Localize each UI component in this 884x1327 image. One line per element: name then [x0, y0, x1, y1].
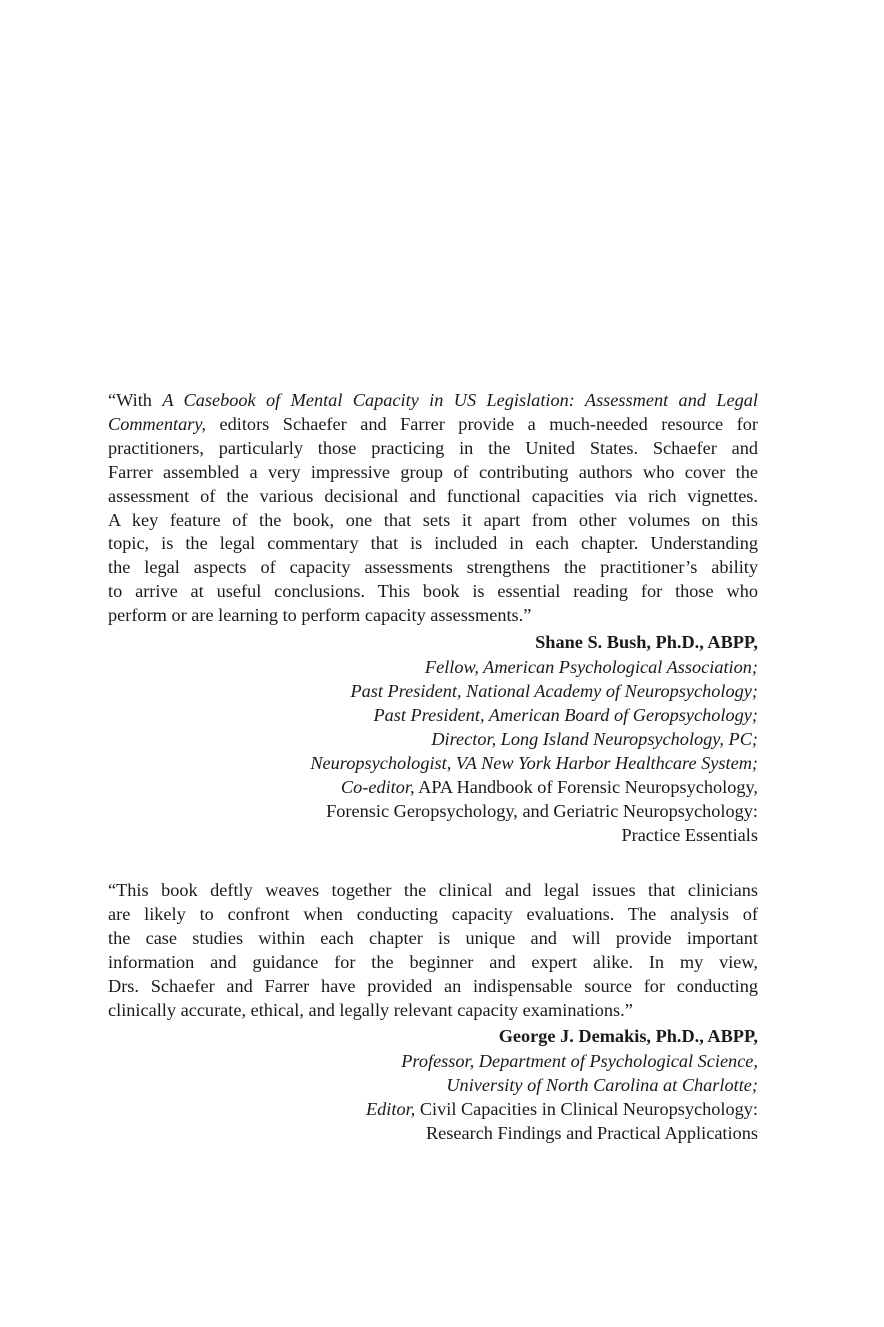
endorsement-bush [108, 389, 758, 847]
quote-line: to arrive at useful conclusions. This book is essential reading for those who [108, 581, 758, 602]
endorsement-attribution [108, 630, 758, 847]
affiliation-line: Practice Essentials [621, 825, 758, 846]
affiliation-line: Past President, National Academy of Neuropsychology; [350, 681, 758, 702]
quote-line: the case studies within each chapter is unique and will provide important [108, 927, 758, 948]
quote-line: assessment of the various decisional and functional capacities via rich vignettes. [108, 485, 758, 506]
endorsement-quote [108, 389, 758, 628]
quote-line: perform or are learning to perform capacity assessments.” [108, 605, 532, 626]
endorser-affiliations [108, 655, 758, 847]
affiliation-line: Editor, Civil Capacities in Clinical Neuropsychology: [366, 1099, 758, 1120]
quote-line: Farrer assembled a very impressive group of contributing authors who cover the [108, 461, 758, 482]
quote-line: “This book deftly weaves together the clinical and legal issues that clinicians [108, 880, 758, 900]
quote-line: practitioners, particularly those practicing in the United States. Schaefer and [108, 437, 758, 458]
endorser-name: Shane S. Bush, Ph.D., ABPP, [535, 632, 758, 653]
affiliation-line: Neuropsychologist, VA New York Harbor Healthcare System; [310, 753, 758, 774]
quote-line: A key feature of the book, one that sets it apart from other volumes on this [108, 509, 758, 530]
affiliation-line: Forensic Geropsychology, and Geriatric Neuropsychology: [326, 801, 758, 822]
quote-line: are likely to confront when conducting capacity evaluations. The analysis of [108, 903, 758, 924]
endorser-name: George J. Demakis, Ph.D., ABPP, [498, 1026, 758, 1047]
quote-line: the legal aspects of capacity assessments strengthens the practitioner’s ability [108, 557, 758, 578]
endorser-affiliations [108, 1049, 758, 1145]
quote-line: Commentary, editors Schaefer and Farrer provide a much-needed resource for [108, 413, 758, 434]
quote-line: clinically accurate, ethical, and legally relevant capacity examinations.” [108, 999, 633, 1020]
quote-line: information and guidance for the beginner and expert alike. In my view, [108, 951, 758, 972]
endorsement-demakis [108, 879, 758, 1145]
affiliation-line: Fellow, American Psychological Association; [424, 657, 758, 678]
affiliation-line: Past President, American Board of Geropsychology; [373, 705, 758, 726]
affiliation-line: Director, Long Island Neuropsychology, PC; [431, 729, 758, 750]
affiliation-line: Professor, Department of Psychological Science, [401, 1051, 758, 1072]
quote-line: topic, is the legal commentary that is included in each chapter. Understanding [108, 533, 758, 554]
affiliation-line: University of North Carolina at Charlotte; [446, 1075, 758, 1096]
quote-line: Drs. Schaefer and Farrer have provided an indispensable source for conducting [108, 975, 758, 996]
endorsement-attribution [108, 1024, 758, 1145]
endorsement-quote [108, 879, 758, 1022]
affiliation-line: Research Findings and Practical Applications [425, 1123, 758, 1144]
quote-line: “With A Casebook of Mental Capacity in US Legislation: Assessment and Legal [108, 390, 758, 410]
affiliation-line: Co-editor, APA Handbook of Forensic Neuropsychology, [340, 777, 758, 798]
